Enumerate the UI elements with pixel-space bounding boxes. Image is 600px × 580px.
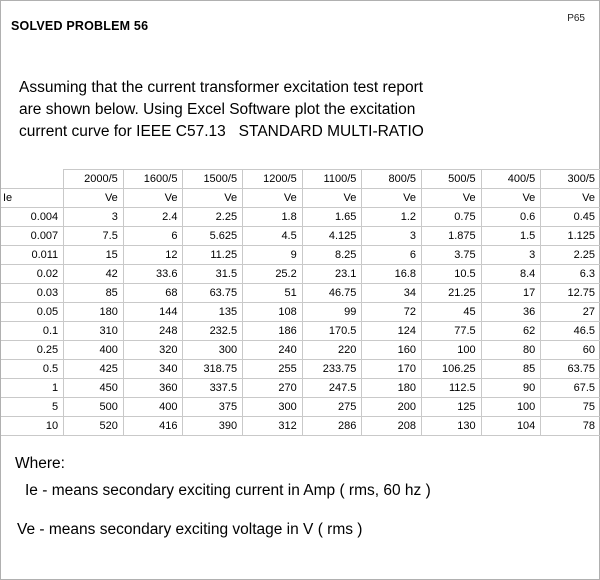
table-cell-ve-value: 72 [362,303,422,322]
row-label-ie-value: 1 [1,379,64,398]
table-cell-ve-value: 337.5 [183,379,243,398]
column-header-ratio: 1200/5 [243,170,303,189]
row-label-ie-value: 0.004 [1,208,64,227]
excitation-data-table-wrapper [1,169,600,436]
column-unit-ve: Ve [422,189,482,208]
table-cell-ve-value: 320 [123,341,183,360]
row-label-ie-value: 0.03 [1,284,64,303]
excitation-data-table [1,169,600,436]
table-cell-ve-value: 6 [123,227,183,246]
table-cell-ve-value: 220 [302,341,362,360]
table-row [1,322,600,341]
table-cell-ve-value: 170 [362,360,422,379]
table-cell-ve-value: 144 [123,303,183,322]
table-cell-ve-value: 15 [64,246,124,265]
table-cell-ve-value: 63.75 [541,360,600,379]
table-cell-ve-value: 124 [362,322,422,341]
table-cell-ve-value: 108 [243,303,303,322]
table-cell-ve-value: 312 [243,417,303,436]
table-cell-ve-value: 425 [64,360,124,379]
table-cell-ve-value: 3 [64,208,124,227]
table-corner-cell [1,170,64,189]
table-cell-ve-value: 31.5 [183,265,243,284]
note-where: Where: [15,455,65,472]
table-cell-ve-value: 27 [541,303,600,322]
table-cell-ve-value: 1.2 [362,208,422,227]
table-cell-ve-value: 0.45 [541,208,600,227]
table-cell-ve-value: 247.5 [302,379,362,398]
column-header-ratio: 300/5 [541,170,600,189]
table-cell-ve-value: 300 [183,341,243,360]
table-cell-ve-value: 3.75 [422,246,482,265]
table-cell-ve-value: 208 [362,417,422,436]
table-cell-ve-value: 106.25 [422,360,482,379]
table-cell-ve-value: 1.8 [243,208,303,227]
table-cell-ve-value: 255 [243,360,303,379]
row-label-ie-value: 0.5 [1,360,64,379]
table-cell-ve-value: 63.75 [183,284,243,303]
table-cell-ve-value: 2.25 [183,208,243,227]
table-header-row [1,170,600,189]
table-cell-ve-value: 233.75 [302,360,362,379]
row-label-ie-value: 5 [1,398,64,417]
column-unit-ve: Ve [481,189,541,208]
row-header-ie: Ie [1,189,64,208]
table-cell-ve-value: 375 [183,398,243,417]
table-cell-ve-value: 68 [123,284,183,303]
table-row [1,398,600,417]
table-cell-ve-value: 42 [64,265,124,284]
table-cell-ve-value: 360 [123,379,183,398]
table-cell-ve-value: 5.625 [183,227,243,246]
table-cell-ve-value: 186 [243,322,303,341]
row-label-ie-value: 0.007 [1,227,64,246]
table-cell-ve-value: 2.25 [541,246,600,265]
table-cell-ve-value: 400 [123,398,183,417]
table-cell-ve-value: 11.25 [183,246,243,265]
column-header-ratio: 1600/5 [123,170,183,189]
column-unit-ve: Ve [302,189,362,208]
table-cell-ve-value: 112.5 [422,379,482,398]
table-cell-ve-value: 17 [481,284,541,303]
row-label-ie-value: 0.25 [1,341,64,360]
table-cell-ve-value: 21.25 [422,284,482,303]
table-row [1,208,600,227]
table-cell-ve-value: 180 [64,303,124,322]
table-cell-ve-value: 500 [64,398,124,417]
problem-statement [19,77,589,143]
table-cell-ve-value: 51 [243,284,303,303]
table-cell-ve-value: 104 [481,417,541,436]
table-cell-ve-value: 2.4 [123,208,183,227]
table-cell-ve-value: 100 [422,341,482,360]
table-cell-ve-value: 390 [183,417,243,436]
table-row [1,246,600,265]
row-label-ie-value: 0.05 [1,303,64,322]
row-label-ie-value: 0.02 [1,265,64,284]
table-row [1,303,600,322]
table-cell-ve-value: 85 [64,284,124,303]
column-unit-ve: Ve [183,189,243,208]
table-cell-ve-value: 450 [64,379,124,398]
table-cell-ve-value: 4.125 [302,227,362,246]
table-cell-ve-value: 45 [422,303,482,322]
table-cell-ve-value: 10.5 [422,265,482,284]
column-header-ratio: 1500/5 [183,170,243,189]
table-cell-ve-value: 248 [123,322,183,341]
column-unit-ve: Ve [123,189,183,208]
table-cell-ve-value: 46.75 [302,284,362,303]
table-cell-ve-value: 78 [541,417,600,436]
table-cell-ve-value: 125 [422,398,482,417]
table-row [1,265,600,284]
table-cell-ve-value: 34 [362,284,422,303]
table-cell-ve-value: 80 [481,341,541,360]
table-cell-ve-value: 25.2 [243,265,303,284]
problem-statement-line-3: current curve for IEEE C57.13 STANDARD MULTI-RATIO [19,123,424,140]
table-cell-ve-value: 46.5 [541,322,600,341]
table-cell-ve-value: 180 [362,379,422,398]
table-cell-ve-value: 9 [243,246,303,265]
table-cell-ve-value: 232.5 [183,322,243,341]
table-cell-ve-value: 1.875 [422,227,482,246]
table-unit-row [1,189,600,208]
table-cell-ve-value: 67.5 [541,379,600,398]
table-cell-ve-value: 1.65 [302,208,362,227]
column-header-ratio: 1100/5 [302,170,362,189]
table-cell-ve-value: 16.8 [362,265,422,284]
column-unit-ve: Ve [243,189,303,208]
table-cell-ve-value: 8.4 [481,265,541,284]
table-cell-ve-value: 6.3 [541,265,600,284]
note-ie-definition: Ie - means secondary exciting current in Amp ( rms, 60 hz ) [25,482,431,499]
column-unit-ve: Ve [64,189,124,208]
table-row [1,360,600,379]
table-cell-ve-value: 4.5 [243,227,303,246]
table-cell-ve-value: 100 [481,398,541,417]
table-cell-ve-value: 12.75 [541,284,600,303]
table-cell-ve-value: 310 [64,322,124,341]
table-cell-ve-value: 12 [123,246,183,265]
table-cell-ve-value: 3 [481,246,541,265]
table-cell-ve-value: 3 [362,227,422,246]
table-cell-ve-value: 0.75 [422,208,482,227]
table-cell-ve-value: 416 [123,417,183,436]
table-cell-ve-value: 85 [481,360,541,379]
table-cell-ve-value: 90 [481,379,541,398]
table-cell-ve-value: 300 [243,398,303,417]
table-cell-ve-value: 170.5 [302,322,362,341]
row-label-ie-value: 10 [1,417,64,436]
table-cell-ve-value: 7.5 [64,227,124,246]
table-cell-ve-value: 275 [302,398,362,417]
column-header-ratio: 500/5 [422,170,482,189]
table-row [1,341,600,360]
note-ve-definition: Ve - means secondary exciting voltage in V ( rms ) [17,521,363,538]
table-cell-ve-value: 135 [183,303,243,322]
table-cell-ve-value: 1.125 [541,227,600,246]
table-cell-ve-value: 340 [123,360,183,379]
column-header-ratio: 2000/5 [64,170,124,189]
table-cell-ve-value: 6 [362,246,422,265]
table-cell-ve-value: 1.5 [481,227,541,246]
table-cell-ve-value: 62 [481,322,541,341]
table-cell-ve-value: 23.1 [302,265,362,284]
page-title: SOLVED PROBLEM 56 [11,19,149,33]
table-cell-ve-value: 400 [64,341,124,360]
column-unit-ve: Ve [362,189,422,208]
table-cell-ve-value: 60 [541,341,600,360]
table-cell-ve-value: 318.75 [183,360,243,379]
problem-statement-line-1: Assuming that the current transformer excitation test report [19,79,424,96]
column-header-ratio: 400/5 [481,170,541,189]
table-cell-ve-value: 160 [362,341,422,360]
table-row [1,284,600,303]
row-label-ie-value: 0.1 [1,322,64,341]
legend-notes [15,453,431,540]
column-unit-ve: Ve [541,189,600,208]
page-code-label: P65 [567,13,585,24]
table-cell-ve-value: 36 [481,303,541,322]
table-cell-ve-value: 75 [541,398,600,417]
table-row [1,379,600,398]
table-row [1,417,600,436]
table-cell-ve-value: 99 [302,303,362,322]
table-cell-ve-value: 270 [243,379,303,398]
table-cell-ve-value: 33.6 [123,265,183,284]
problem-statement-line-2: are shown below. Using Excel Software plot the excitation [19,101,416,118]
column-header-ratio: 800/5 [362,170,422,189]
table-cell-ve-value: 520 [64,417,124,436]
table-cell-ve-value: 200 [362,398,422,417]
table-cell-ve-value: 0.6 [481,208,541,227]
table-cell-ve-value: 77.5 [422,322,482,341]
table-cell-ve-value: 130 [422,417,482,436]
table-cell-ve-value: 8.25 [302,246,362,265]
table-cell-ve-value: 286 [302,417,362,436]
table-row [1,227,600,246]
table-cell-ve-value: 240 [243,341,303,360]
row-label-ie-value: 0.011 [1,246,64,265]
